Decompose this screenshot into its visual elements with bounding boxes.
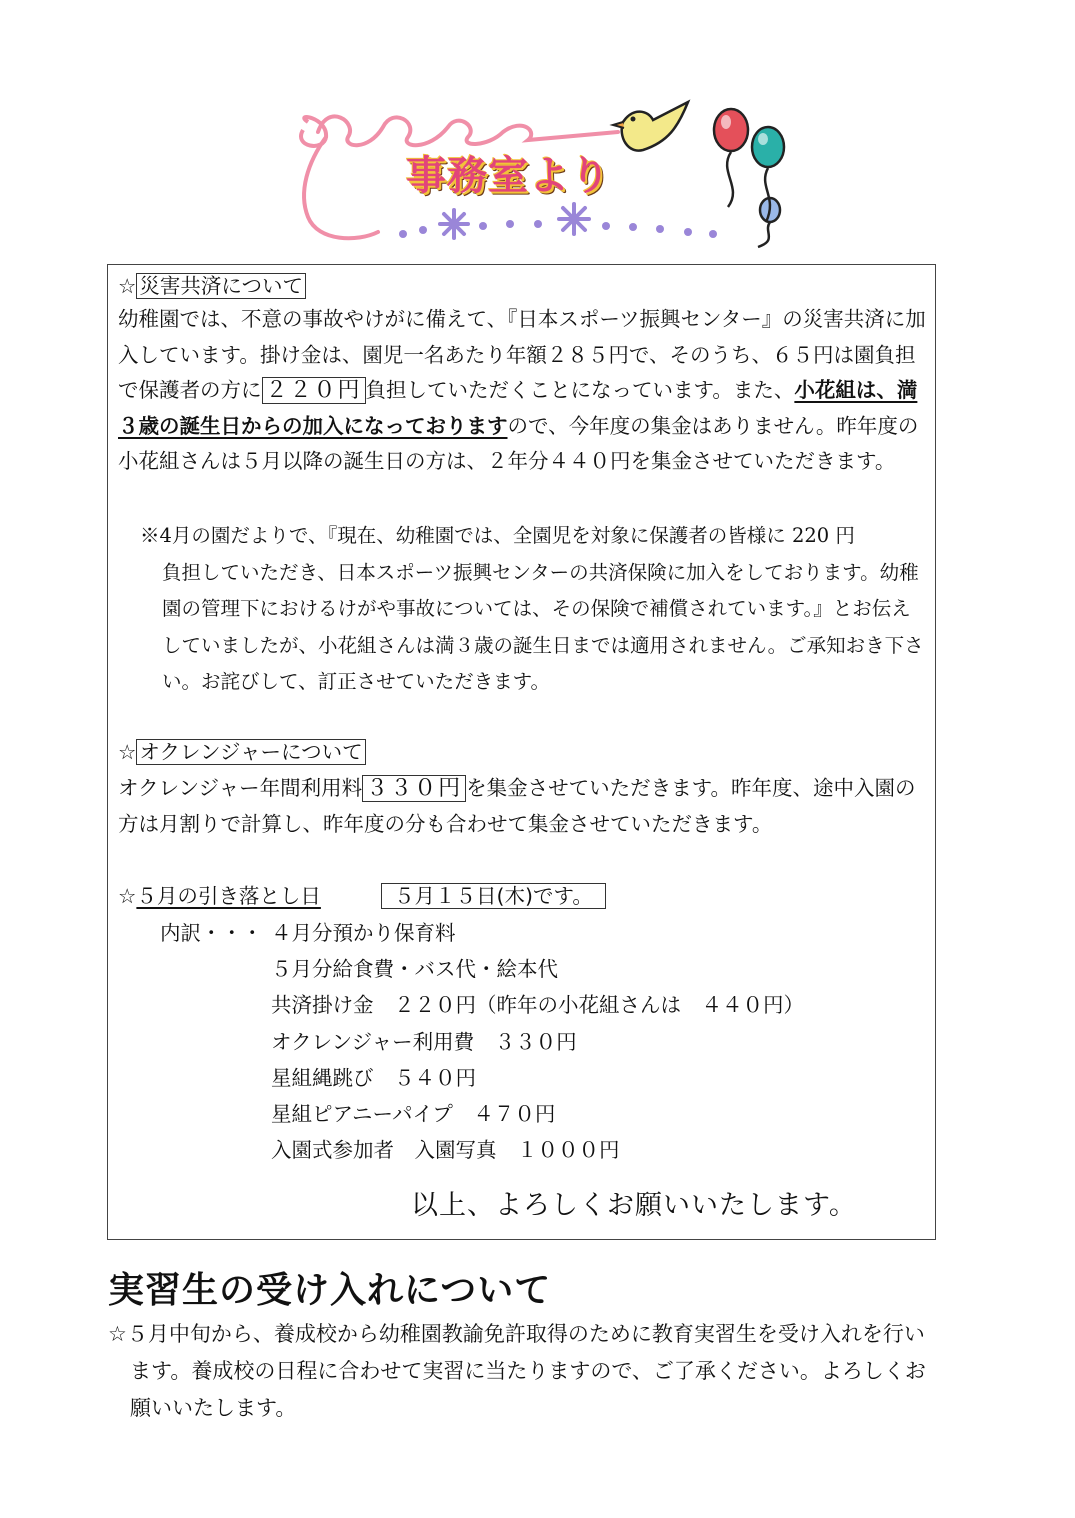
heading-disaster (118, 270, 306, 302)
breakdown-item: 共済掛け金 ２２０円（昨年の小花組さんは ４４０円） (271, 993, 804, 1017)
amount-330: ３３０円 (362, 775, 466, 802)
section-title-trainee: 実習生の受け入れについて (108, 1270, 552, 1311)
paragraph-okuren: オクレンジャー年間利用料 ３３０円 を集金させていただきます。昨年度、途中入園の方は月割りで計算し、昨年度の分も合わせて集金させていただきます。 (118, 776, 916, 836)
star-icon: ☆ (118, 740, 137, 764)
debit-date: ５月１５日(木)です。 (381, 880, 606, 912)
breakdown-item: 入園式参加者 入園写真 １０００円 (271, 1138, 620, 1162)
breakdown-item: ５月分給食費・バス代・絵本代 (271, 957, 558, 981)
section-title-office: 事務室より (406, 153, 611, 199)
amount-220: ２２０円 (262, 377, 366, 404)
breakdown-item: ４月分預かり保育料 (271, 921, 456, 945)
heading-debit-label: ５月の引き落とし日 (136, 884, 321, 908)
heading-debit (118, 880, 321, 912)
header-decoration (288, 92, 798, 262)
emphasis-kohana: 小花組は、満３歳の誕生日からの加入になっております (118, 378, 918, 438)
heading-disaster-label: 災害共済について (136, 273, 306, 299)
breakdown-item: オクレンジャー利用費 ３３０円 (271, 1030, 577, 1054)
closing-text: 以上、よろしくお願いいたします。 (411, 1190, 857, 1221)
paragraph-trainee: ☆５月中旬から、養成校から幼稚園教諭免許取得のために教育実習生を受け入れを行い ます。養成校の日程に合わせて実習に当たりますので、ご了承ください。よろしくお 願いいたします。 (108, 1322, 926, 1420)
breakdown-item: 星組縄跳び ５４０円 (271, 1066, 476, 1090)
paragraph-disaster: 幼稚園では、不意の事故やけがに備えて、『日本スポーツ振興センター』の災害共済に加入しています。掛け金は、園児一名あたり年額２８５円で、そのうち、６５円は園負担で保護者の方に ２２０円 負担していただくことになっています。また、小花組は、満３歳の誕生日からの加入になっておりますので、今年度の集金はありません。昨年度の小花組さんは５月以降の誕生日の方は、２年分４４０円を集金させていただきます。 (118, 307, 926, 473)
star-icon: ☆ (118, 884, 137, 908)
correction-note: ※4月の園だよりで、『現在、幼稚園では、全園児を対象に保護者の皆様に 220 円 負担していただき、日本スポーツ振興センターの共済保険に加入をしております。幼稚園の管理下におけるけがや事故については、その保険で補償されています。』とお伝えしていましたが、小花組さんは満３歳の誕生日までは適用されません。ご承知おき下さい。お詫びして、訂正させていただきます。 (140, 524, 924, 693)
heading-okuren-label: オクレンジャーについて (136, 739, 365, 765)
heading-okuren (118, 736, 366, 768)
star-icon: ☆ (118, 274, 137, 298)
breakdown-label: 内訳・・・ (160, 921, 263, 945)
breakdown-item: 星組ピアニーパイプ ４７０円 (271, 1102, 556, 1126)
